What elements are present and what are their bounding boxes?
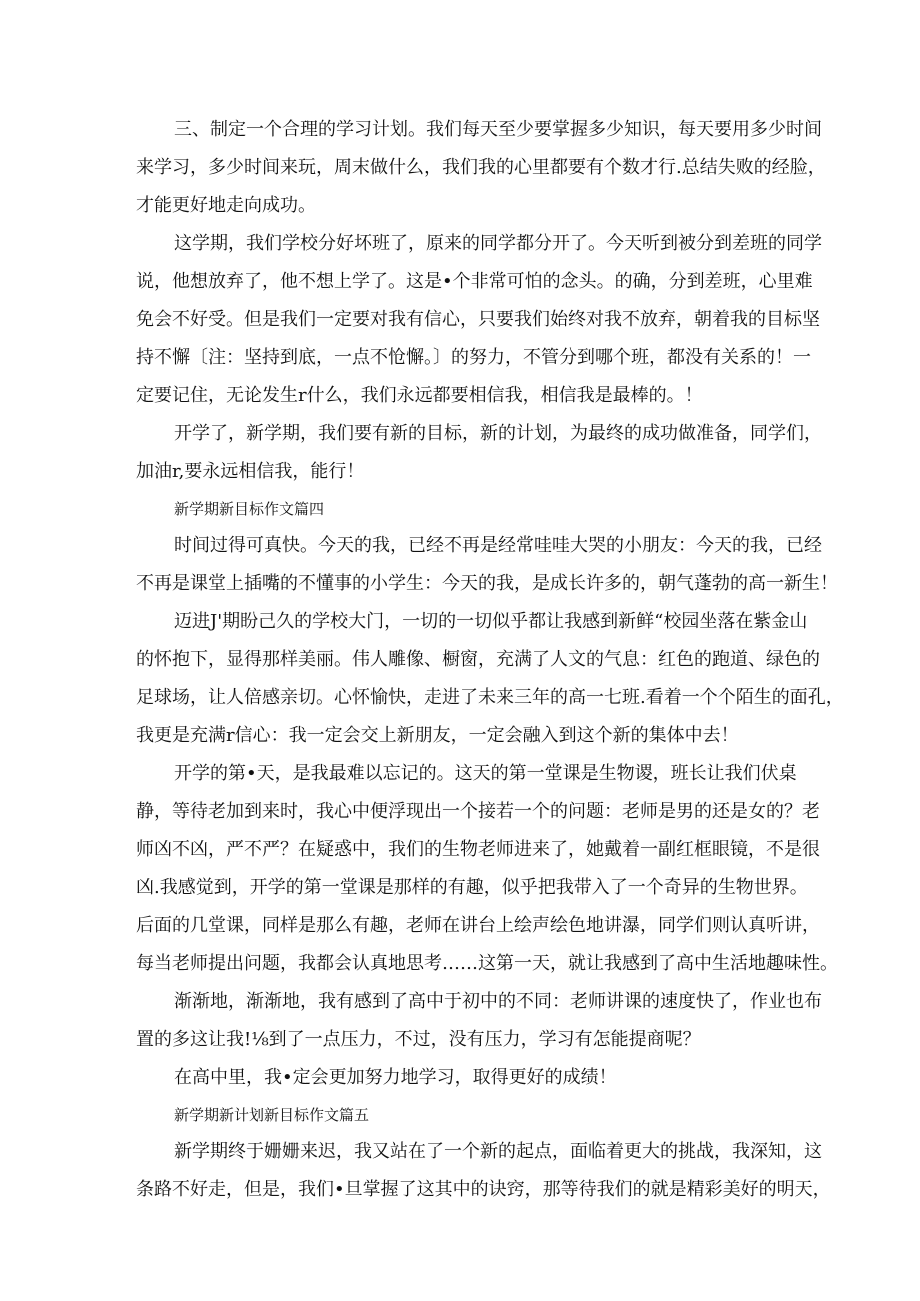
text-line: 说，他想放弃了，他不想上学了。这是•个非常可怕的念头。的确，分到差班，心里难 xyxy=(136,271,813,292)
text-line: 条路不好走，但是，我们•旦掌握了这其中的诀窍，那等待我们的就是精彩美好的明天， xyxy=(136,1179,831,1200)
text-line: 我更是充满r信心：我一定会交上新朋友，一定会融入到这个新的集体中去！ xyxy=(136,725,739,746)
text-line: 置的多这让我!⅛到了一点压力，不过，没有压力，学习有怎能提商呢？ xyxy=(136,1029,701,1050)
text-line: 凶.我感觉到，开学的第一堂课是那样的有趣，似乎把我带入了一个奇异的生物世界。 xyxy=(136,877,808,898)
text-line: 开学的第•天，是我最难以忘记的。这天的第一堂课是生物谡，班长让我们伏桌 xyxy=(174,763,797,784)
text-line: 持不懈〔注：坚持到底，一点不怆懈。〕的努力，不管分到哪个班，都没有关系的！一 xyxy=(136,347,811,368)
text-line: 三、制定一个合理的学习计划。我们每天至少要掌握多少知识，每天要用多少时间 xyxy=(174,119,822,140)
text-line: 时间过得可真快。今天的我，已经不再是经常哇哇大哭的小朋友：今天的我，已经 xyxy=(174,535,822,556)
text-line: 新学期终于姗姗来迟，我又站在了一个新的起点，面临着更大的挑战，我深知，这 xyxy=(174,1141,822,1162)
text-line: 定要记住，无论发生r什么，我们永远都要相信我，相信我是最棒的。！ xyxy=(136,385,703,406)
text-line: 在高中里，我•定会更加努力地学习，取得更好的成绩！ xyxy=(174,1067,617,1088)
text-line: 每当老师提出问题，我都会认真地思考……这第一天，就让我感到了高中生活地趣味性。 xyxy=(136,953,838,974)
text-line: 来学习，多少时间来玩，周末做什么，我们我的心里都要有个数才行.总结失败的经脸， xyxy=(136,157,826,178)
text-line: 才能更好地走向成功。 xyxy=(136,195,316,216)
text-line: 免会不好受。但是我们一定要对我有信心，只要我们始终对我不放弃，朝着我的目标坚 xyxy=(136,309,820,330)
text-line: 这学期，我们学校分好坏班了，原来的同学都分开了。今天听到被分到差班的同学 xyxy=(174,233,822,254)
text-line: 迈进J'期盼己久的学校大门，一切的一切似乎都让我感到新鲜“校园坐落在紫金山 xyxy=(174,611,808,632)
section-heading: 新学期新目标作文篇四 xyxy=(174,500,325,518)
text-line: 的怀抱下，显得那样美丽。伟人雕像、橱窗，充满了人文的气息：红色的跑道、绿色的 xyxy=(136,649,820,670)
text-line: 加油r,要永远相信我，能行！ xyxy=(136,461,365,482)
text-line: 开学了，新学期，我们要有新的目标，新的计划，为最终的成功做准备，同学们， xyxy=(174,423,822,444)
text-line: 静，等待老加到来时，我心中便浮现出一个接若一个的问题：老师是男的还是女的？老 xyxy=(136,801,820,822)
section-heading: 新学期新计划新目标作文篇五 xyxy=(174,1106,370,1124)
text-line: 不再是课堂上插嘴的不懂事的小学生：今天的我，是成长许多的，朝气蓬勃的高一新生！ xyxy=(136,573,838,594)
text-line: 足球场，让人倍感亲切。心怀愉快，走进了未来三年的高一七班.看着一个个陌生的面孔， xyxy=(136,687,844,708)
text-line: 后面的几堂课，同样是那么有趣，老师在讲台上绘声绘色地讲瀑，同学们则认真听讲， xyxy=(136,915,820,936)
text-line: 渐渐地，渐渐地，我有感到了高中于初中的不同：老师讲课的速度快了，作业也布 xyxy=(174,991,822,1012)
text-line: 师凶不凶，严不严？在疑惑中，我们的生物老师进来了，她戴着一副红框眼镜，不是很 xyxy=(136,839,820,860)
